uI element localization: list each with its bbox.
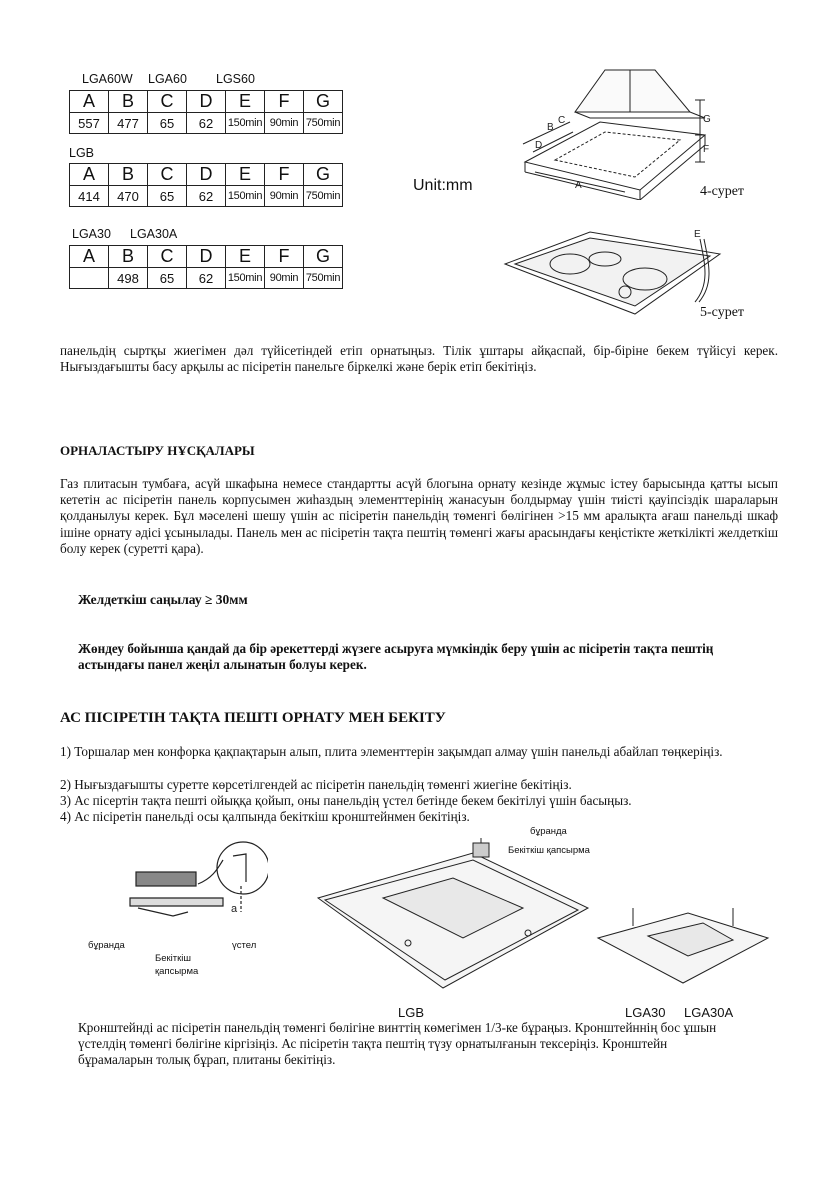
table-cell: 62 [187, 268, 226, 289]
figure-5-caption: 5-сурет [700, 305, 745, 320]
table-header-cell: F [265, 246, 304, 268]
figure-4-caption: 4-сурет [700, 184, 745, 199]
model-lga30a: LGA30A [684, 1005, 734, 1020]
table-cell: 90min [265, 113, 304, 134]
table-header-cell: B [109, 164, 148, 186]
placement-heading: ОРНАЛАСТЫРУ НҰСҚАЛАРЫ [60, 443, 255, 458]
install-step-4: 4) Ас пісіретін панельді осы қалпында бекіткіш кронштейнмен бекітіңіз. [60, 809, 470, 824]
install-step-2: 2) Нығыздағышты суретте көрсетілгендей ас пісіретін панельдің төменгі жиегіне бекітіңіз. [60, 777, 572, 792]
model-lga30: LGA30 [625, 1005, 666, 1020]
model-label-lgs60: LGS60 [216, 72, 255, 86]
lgb-hob-drawing [313, 838, 593, 1000]
table-header-cell: A [70, 91, 109, 113]
table-header-cell: C [148, 164, 187, 186]
table-cell: 62 [187, 186, 226, 207]
service-note: Жөндеу бойынша қандай да бір әрекеттерді жүзеге асыруға мүмкіндік беру үшін ас пісіретін тақта пештің астындағы панел жеңіл алынатын болуы керек. [78, 641, 714, 673]
table-header-cell: D [187, 164, 226, 186]
table-cell [70, 268, 109, 289]
table-header-cell: C [148, 246, 187, 268]
table-header-cell: A [70, 164, 109, 186]
table-header-cell: D [187, 91, 226, 113]
table-cell: 498 [109, 268, 148, 289]
fig5-letter-e: E [694, 229, 701, 240]
model-label-lga60: LGA60 [148, 72, 187, 86]
table-cell: 150min [226, 186, 265, 207]
vent-note: Желдеткіш саңылау ≥ 30мм [78, 592, 248, 607]
model-lgb: LGB [398, 1005, 425, 1020]
label-clip-line1: Бекіткіш [155, 953, 192, 964]
figure-5-hob-underside [495, 224, 735, 322]
model-label-lga30: LGA30 [72, 227, 111, 241]
table-cell: 90min [265, 186, 304, 207]
table-header-cell: E [226, 164, 265, 186]
bracket-detail-drawing [128, 838, 268, 940]
table-header-cell: F [265, 91, 304, 113]
model-label-lga30a: LGA30A [130, 227, 178, 241]
table-cell: 62 [187, 113, 226, 134]
table-cell: 414 [70, 186, 109, 207]
table-header-cell: D [187, 246, 226, 268]
dimension-table-3 [69, 245, 343, 289]
table-cell: 65 [148, 268, 187, 289]
install-step-1: 1) Торшалар мен конфорка қақпақтарын алып, плита элементтерін зақымдап алмау үшін панельді абайлап төңкеріңіз. [60, 744, 723, 759]
table-cell: 150min [226, 268, 265, 289]
table-header-cell: G [304, 164, 343, 186]
label-table: үстел [232, 940, 257, 951]
table-header-cell: B [109, 246, 148, 268]
table-header-cell: E [226, 91, 265, 113]
fig4-dim-c: C [558, 115, 566, 126]
table-cell: 65 [148, 113, 187, 134]
label-a: a [231, 903, 238, 915]
lga30-hob-drawing [593, 908, 773, 988]
table-header-cell: A [70, 246, 109, 268]
table-cell: 150min [226, 113, 265, 134]
fig4-dim-a: A [575, 180, 582, 191]
table-header-cell: G [304, 246, 343, 268]
placement-body: Газ плитасын тумбаға, асүй шкафына немесе стандартты асүй блогына орнату кезінде жұмыс істеу барысында қатты ысып кететін ас пісіретін панель корпусымен жиһаздың элементтерінің жанасуын болдырмау үшін тиісті қауіпсіздік шараларын қолданылуы керек. Бұл мәселені шешу үшін ас пісіретін панельдің төменгі бөлігінен >15 мм аралықта ағаш панельді шкаф ішіне орнату әдісі ұсынылады. Панель мен ас пісіретін тақта пештің төменгі жағы арасындағы кеңістікте жеткілікті желдеткіш болу керек (суретті қара). [60, 476, 778, 556]
table-header-cell: B [109, 91, 148, 113]
table-header-cell: F [265, 164, 304, 186]
table-cell: 65 [148, 186, 187, 207]
label-screw-right: бұранда [530, 826, 567, 837]
table-cell: 90min [265, 268, 304, 289]
footer-paragraph: Кронштейнді ас пісіретін панельдің төменгі бөлігіне винттің көмегімен 1/3-ке бұраңыз. Кронштейннің бос ұшын үстелдің төменгі бөлігіне кіргізіңіз. Ас пісіретін тақта пештің түзу орнатылғанын тексеріңіз. Кронштейн бұрамаларын толық бұрап, плитаны бекітіңіз. [78, 1020, 717, 1068]
table-cell: 557 [70, 113, 109, 134]
label-clip-line2: қапсырма [155, 966, 199, 977]
intro-paragraph: панельдің сыртқы жиегімен дәл түйісетіндей етіп орнатыңыз. Тілік ұштары айқаспай, бір-біріне бекем түйісуі керек. Нығыздағышты басу арқылы ас пісіретін панельге біркелкі және берік етіп бекітіңіз. [60, 343, 778, 375]
table-cell: 750min [304, 268, 343, 289]
install-step-3: 3) Ас пісертін тақта пешті ойыққа қойып, оны панельдің үстел бетінде бекем бекітілуі үшін басыңыз. [60, 793, 632, 808]
install-heading: АС ПІСІРЕТІН ТАҚТА ПЕШТІ ОРНАТУ МЕН БЕКІТУ [60, 710, 446, 726]
dimension-table-1 [69, 90, 343, 134]
fig4-dim-b: B [547, 122, 554, 133]
model-label-lgb: LGB [69, 146, 95, 160]
unit-label: Unit:mm [413, 177, 473, 194]
table-header-cell: C [148, 91, 187, 113]
table-header-cell: G [304, 91, 343, 113]
fig4-dim-d: D [535, 140, 543, 151]
label-clip-right: Бекіткіш қапсырма [508, 845, 590, 856]
table-cell: 477 [109, 113, 148, 134]
fig4-dim-g: G [703, 114, 711, 125]
table-cell: 470 [109, 186, 148, 207]
table-cell: 750min [304, 186, 343, 207]
table-header-cell: E [226, 246, 265, 268]
model-label-lga60w: LGA60W [82, 72, 133, 86]
table-cell: 750min [304, 113, 343, 134]
figure-4-cutout-drawing [495, 60, 795, 200]
fig4-dim-f: F [703, 144, 710, 155]
dimension-table-2 [69, 163, 343, 207]
label-screw-left: бұранда [88, 940, 125, 951]
